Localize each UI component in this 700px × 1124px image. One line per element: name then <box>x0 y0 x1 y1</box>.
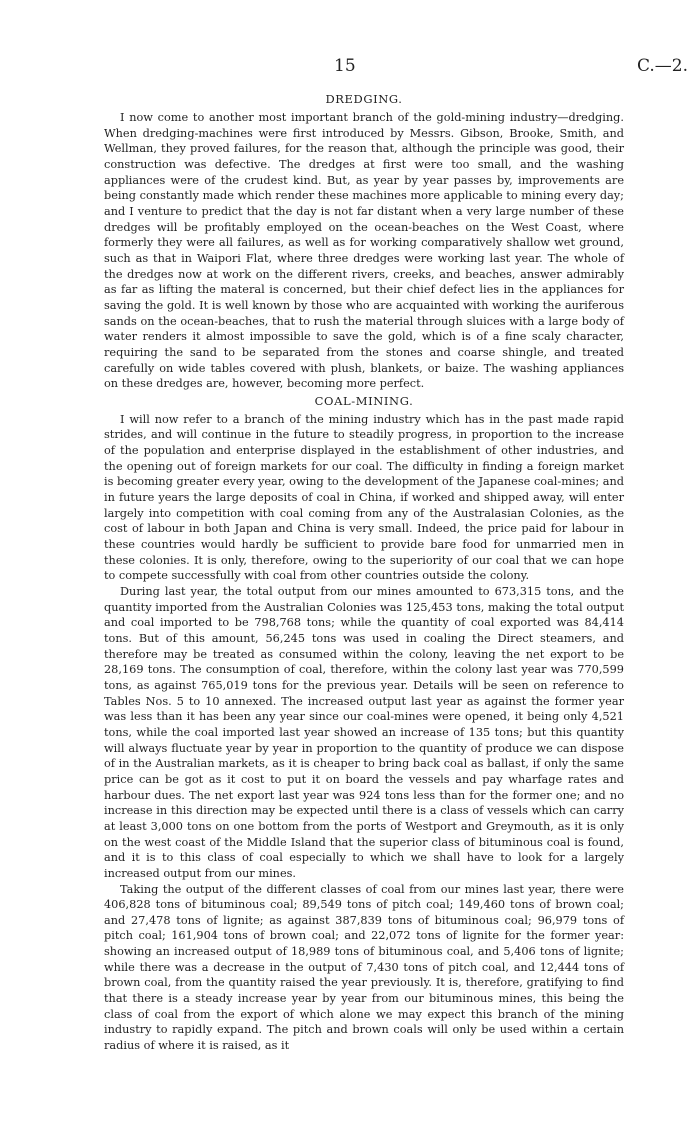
document-reference: C.—2. <box>636 56 688 76</box>
page-number: 15 <box>334 56 356 76</box>
coal-mining-paragraph-1: I will now refer to a branch of the mining industry which has in the past made rapid strides, and will continue in the future to steadily progress, in proportion to the increase of the population and enterprise displayed in the establishment of other industries, and the opening out of foreign markets for our coal. The difficulty in finding a foreign market is becoming greater every year, owing to the development of the Japanese coal-mines; and in future years the large deposits of coal in China, if worked and shipped away, will enter largely into competition with coal coming from any of the Australasian Colonies, as the cost of labour in both Japan and China is very small. Indeed, the price paid for labour in these countries would hardly be sufficient to provide bare food for unmarried men in these colonies. It is only, therefore, owing to the superiority of our coal that we can hope to compete successfully with coal from other countries outside the colony. <box>104 412 624 583</box>
coal-mining-paragraph-2: During last year, the total output from our mines amounted to 673,315 tons, and the quantity imported from the Australian Colonies was 125,453 tons, making the total output and coal imported to be 798,768 tons; while the quantity of coal exported was 84,414 tons. But of this amount, 56,245 tons was used in coaling the Direct steamers, and therefore may be treated as consumed within the colony, leaving the net export to be 28,169 tons. The consumption of coal, therefore, within the colony last year was 770,599 tons, as against 765,019 tons for the previous year. Details will be seen on reference to Tables Nos. 5 to 10 annexed. The increased output last year as against the former year was less than it has been any year since our coal-mines were opened, it being only 4,521 tons, while the coal imported last year showed an increase of 135 tons; but this quantity will always fluctuate year by year in proportion to the quantity of produce we can dispose of in the Australian markets, as it is cheaper to bring back coal as ballast, if only the same price can be got as it cost to put it on board the vessels and pay wharfage rates and harbour dues. The net export last year was 924 tons less than for the former one; and no increase in this direction may be expected until there is a class of vessels which can carry at least 3,000 tons on one bottom from the ports of Westport and Greymouth, as it is only on the west coast of the Middle Island that the superior class of bituminous coal is found, and it is to this class of coal especially to which we shall have to look for a largely increased output from our mines. <box>104 585 624 880</box>
document-page <box>104 56 688 1054</box>
dredging-paragraph: I now come to another most important branch of the gold-mining industry—dredging. When dredging-machines were first introduced by Messrs. Gibson, Brooke, Smith, and Wellman, they proved failures, for the reason that, although the principle was good, their construction was defective. The dredges at first were too small, and the washing appliances were of the crudest kind. But, as year by year passes by, improvements are being constantly made which render these machines more applicable to mining every day; and I venture to predict that the day is not far distant when a very large number of these dredges will be profitably employed on the ocean-beaches on the West Coast, where formerly they were all failures, as well as for working comparatively shallow wet ground, such as that in Waipori Flat, where three dredges were working last year. The whole of the dredges now at work on the different rivers, creeks, and beaches, answer admirably as far as lifting the materal is concerned, but their chief defect lies in the appliances for saving the gold. It is well known by those who are acquainted with working the auriferous sands on the ocean-beaches, that to rush the material through sluices with a large body of water renders it almost impossible to save the gold, which is of a fine scaly character, requiring the sand to be separated from the stones and coarse shingle, and treated carefully on wide tables covered with plush, blankets, or baize. The washing appliances on these dredges are, however, becoming more perfect. <box>104 111 624 391</box>
section-heading-dredging: DREDGING. <box>325 92 403 106</box>
section-heading-coal-mining: COAL-MINING. <box>314 393 414 408</box>
page-header <box>104 56 688 82</box>
coal-mining-paragraph-3: Taking the output of the different classes of coal from our mines last year, there were 406,828 tons of bituminous coal; 89,549 tons of pitch coal; 149,460 tons of brown coal; and 27,478 tons of lignite; as against 387,839 tons of bituminous coal; 96,979 tons of pitch coal; 161,904 tons of brown coal; and 22,072 tons of lignite for the former year: showing an increased output of 18,989 tons of bituminous coal, and 5,406 tons of lignite; while there was a decrease in the output of 7,430 tons of pitch coal, and 12,444 tons of brown coal, from the quantity raised the year previously. It is, therefore, gratifying to find that there is a steady increase year by year from our bituminous mines, this being the class of coal from the export of which alone we may expect this branch of the mining industry to rapidly expand. The pitch and brown coals will only be used within a certain radius of where it is raised, as it <box>104 882 624 1053</box>
